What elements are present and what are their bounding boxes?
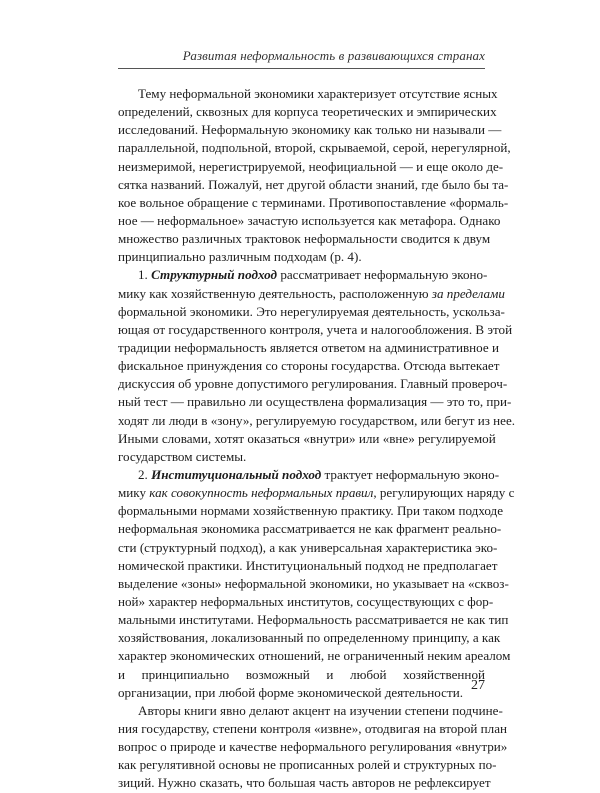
- text-line: принципиально различным подходам (p. 4).: [118, 249, 362, 265]
- paragraph-authors: [118, 702, 508, 793]
- text-line: формальной экономики. Это нерегулируемая деятельность, ускольза-: [118, 303, 505, 319]
- text-line: и принципиально возможный и любой хозяйственной: [118, 666, 485, 682]
- text-line: государством системы.: [118, 448, 247, 464]
- text-line: ющая от государственного контроля, учета и налогообложения. В этой: [118, 321, 513, 337]
- text-line: параллельной, подпольной, второй, скрываемой, серой, нерегулярной,: [118, 140, 511, 156]
- text-line: сти (структурный подход), а как универсальная характеристика эко-: [118, 539, 498, 555]
- text-line: множество различных трактовок неформальности сводится к двум: [118, 231, 491, 247]
- text-line: ходят ли люди в «зону», регулируемую государством, или бегут из нее.: [118, 412, 516, 428]
- text-line: фискальное принуждения со стороны государства. Отсюда вытекает: [118, 358, 500, 374]
- text-line: традиции неформальность является ответом на административное и: [118, 339, 499, 355]
- text-line: Тему неформальной экономики характеризует отсутствие ясных: [138, 86, 498, 101]
- text-line: организации, при любой форме экономической деятельности.: [118, 684, 463, 700]
- text-line: мальными институтами. Неформальность рассматривается не как тип: [118, 612, 509, 628]
- paragraph-institutional-approach: [118, 466, 515, 702]
- text-line: Авторы книги явно делают акцент на изучении степени подчине-: [138, 702, 503, 718]
- emphasis: Структурный подход: [151, 267, 278, 283]
- text-line: определений, сквозных для корпуса теоретических и эмпирических: [118, 104, 497, 120]
- text-line: хозяйствования, локализованный по определенному принципу, а как: [118, 630, 501, 646]
- text-line: 2. Институциональный подход трактует неформальную эконо-: [138, 466, 500, 482]
- header-rule: [118, 68, 485, 69]
- emphasis: как совокупность неформальных правил: [149, 485, 374, 501]
- text-line: характер экономических отношений, не ограниченный неким ареалом: [118, 648, 511, 664]
- page-number: 27: [471, 678, 485, 693]
- text-line: ния государству, степени контроля «извне», отодвигая на второй план: [118, 720, 508, 736]
- running-head: Развитая неформальность в развивающихся странах: [182, 48, 485, 63]
- text-line: ной» характер неформальных институтов, сосуществующих с фор-: [118, 593, 494, 609]
- text-line: Иными словами, хотят оказаться «внутри» или «вне» регулируемой: [118, 430, 496, 446]
- text-line: дискуссия об уровне допустимого регулирования. Главный провероч-: [118, 376, 508, 392]
- paragraph-intro: [118, 85, 511, 266]
- text-line: исследований. Неформальную экономику как только ни называли —: [118, 122, 502, 138]
- text-line: мику как хозяйственную деятельность, расположенную за пределами: [118, 285, 505, 301]
- text-line: кое вольное обращение с терминами. Противопоставление «формаль-: [118, 194, 509, 210]
- emphasis: Институциональный подход: [151, 466, 322, 482]
- text-line: зиций. Нужно сказать, что большая часть авторов не рефлексирует: [118, 775, 491, 791]
- text-line: вопрос о природе и качестве неформального регулирования «внутри»: [118, 739, 508, 755]
- text-line: выделение «зоны» неформальной экономики, но указывает на «сквоз-: [118, 575, 509, 591]
- text-line: сятка названий. Пожалуй, нет другой области знаний, где было бы та-: [118, 176, 509, 192]
- paragraph-structural-approach: [118, 266, 516, 466]
- text-line: мику как совокупность неформальных правил, регулирующих наряду с: [118, 485, 515, 501]
- text-line: неформальная экономика рассматривается не как фрагмент реально-: [118, 521, 502, 537]
- text-line: как регулятивной основы не прописанных ролей и структурных по-: [118, 757, 497, 773]
- text-line: формальными нормами хозяйственную практику. При таком подходе: [118, 503, 504, 519]
- text-line: номической практики. Институциональный подход не предполагает: [118, 557, 498, 573]
- text-line: неизмеримой, нерегистрируемой, неофициальной — и еще около де-: [118, 158, 504, 174]
- text-line: ное — неформальное» зачастую используется как метафора. Однако: [118, 212, 501, 228]
- text-line: 1. Структурный подход рассматривает неформальную эконо-: [138, 267, 488, 283]
- text-line: ный тест — правильно ли осуществлена формализация — это то, при-: [118, 394, 512, 410]
- emphasis: за пределами: [431, 285, 505, 301]
